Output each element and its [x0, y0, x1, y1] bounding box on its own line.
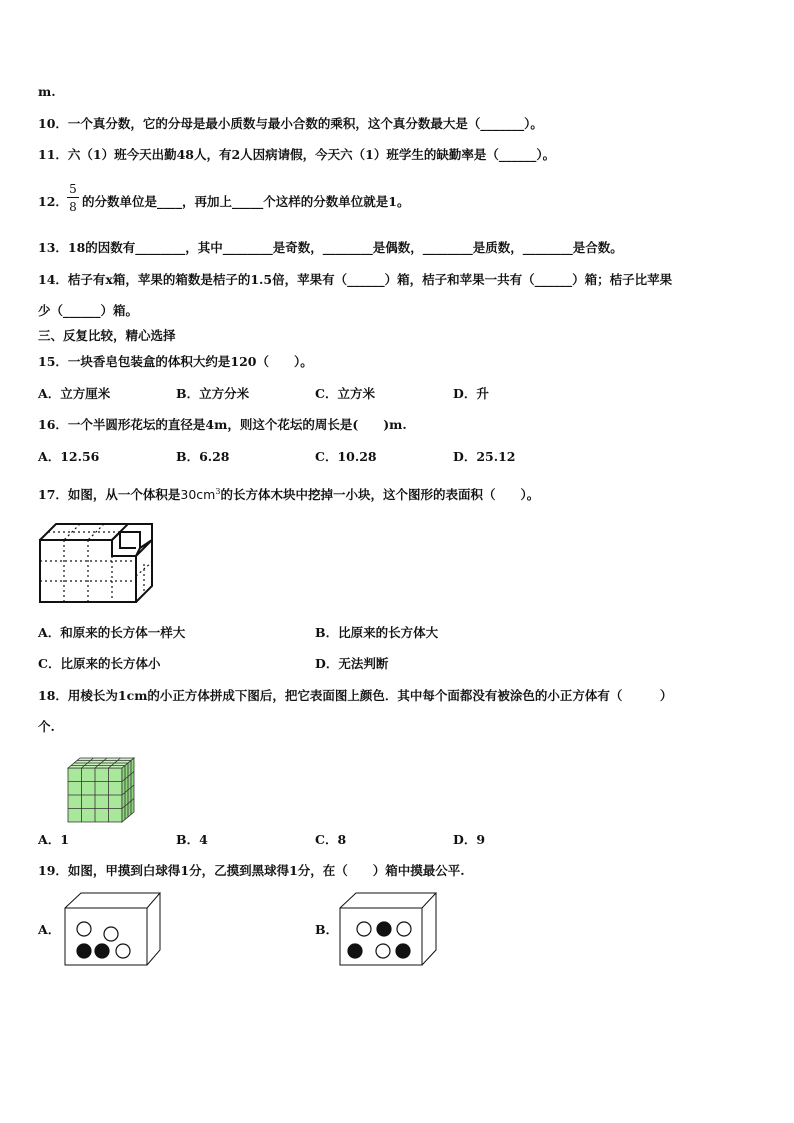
q15-option-b: B．立方分米	[176, 386, 250, 401]
white-ball	[104, 927, 118, 941]
question-18-line1: 18．用棱长为1cm的小正方体拼成下图后，把它表面图上颜色．其中每个面都没有被涂色的小正方体有（ ）	[38, 688, 673, 703]
question-19: 19．如图，甲摸到白球得1分，乙摸到黑球得1分，在（ ）箱中摸最公平.	[38, 863, 465, 878]
black-ball	[348, 944, 362, 958]
q19-option-b: B．	[315, 922, 339, 937]
q18-option-c: C．8	[315, 832, 347, 847]
q17-text-end: 的长方体木块中挖掉一小块，这个图形的表面积（ ）。	[220, 487, 540, 503]
q17-option-a: A．和原来的长方体一样大	[38, 625, 186, 640]
cuboid-notch-figure	[36, 518, 154, 606]
question-16: 16．一个半圆形花坛的直径是4m，则这个花坛的周长是( )m.	[38, 417, 407, 432]
section-heading: 三、反复比较，精心选择	[38, 328, 176, 343]
q16-option-d: D．25.12	[453, 449, 516, 464]
white-ball	[77, 922, 91, 936]
black-ball	[95, 944, 109, 958]
q15-option-a: A．立方厘米	[38, 386, 111, 401]
q16-option-a: A．12.56	[38, 449, 100, 464]
q17-option-c: C．比原来的长方体小	[38, 656, 161, 671]
black-ball	[396, 944, 410, 958]
q17-option-b: B．比原来的长方体大	[315, 625, 439, 640]
fraction-denominator: 8	[69, 200, 77, 214]
q17-option-d: D．无法判断	[315, 656, 389, 671]
fraction-numerator: 5	[69, 182, 77, 196]
fraction-bar	[67, 197, 79, 198]
box-b-figure	[337, 890, 439, 968]
q17-text-start: 17．如图，从一个体积是	[38, 487, 181, 503]
question-14-line1: 14．桔子有x箱，苹果的箱数是桔子的1.5倍，苹果有（______）箱，桔子和苹果一共有（______）箱；桔子比苹果	[38, 272, 673, 287]
question-14-line2: 少（______）箱。	[38, 303, 139, 318]
q16-option-b: B．6.28	[176, 449, 230, 464]
white-ball	[116, 944, 130, 958]
box-a-figure	[62, 890, 162, 968]
q19-option-a: A．	[38, 922, 61, 937]
question-12-text: 的分数单位是____，再加上_____个这样的分数单位就是1。	[82, 194, 410, 209]
question-10: 10．一个真分数，它的分母是最小质数与最小合数的乘积，这个真分数最大是（_______）。	[38, 116, 543, 131]
fraction-five-eighths	[67, 182, 79, 218]
q18-option-a: A．1	[38, 832, 69, 847]
black-ball	[77, 944, 91, 958]
question-17	[38, 484, 539, 503]
white-ball	[357, 922, 371, 936]
white-ball	[397, 922, 411, 936]
black-ball	[377, 922, 391, 936]
q17-volume: 30cm	[180, 487, 216, 503]
question-13: 13．18的因数有________，其中________是奇数，________是偶数，________是质数，________是合数。	[38, 240, 623, 255]
continued-line: m.	[38, 84, 56, 99]
q16-option-c: C．10.28	[315, 449, 377, 464]
q18-option-d: D．9	[453, 832, 486, 847]
question-12-number: 12．	[38, 194, 68, 209]
q17-volume-exponent: 3	[215, 487, 221, 496]
q18-option-b: B．4	[176, 832, 208, 847]
white-ball	[376, 944, 390, 958]
question-18-line2: 个.	[38, 719, 55, 734]
q15-option-c: C．立方米	[315, 386, 375, 401]
question-11: 11．六（1）班今天出勤48人，有2人因病请假，今天六（1）班学生的缺勤率是（______）。	[38, 147, 556, 162]
q15-option-d: D．升	[453, 386, 489, 401]
question-15: 15．一块香皂包装盒的体积大约是120（ ）。	[38, 354, 313, 369]
green-cube-figure	[66, 756, 138, 824]
